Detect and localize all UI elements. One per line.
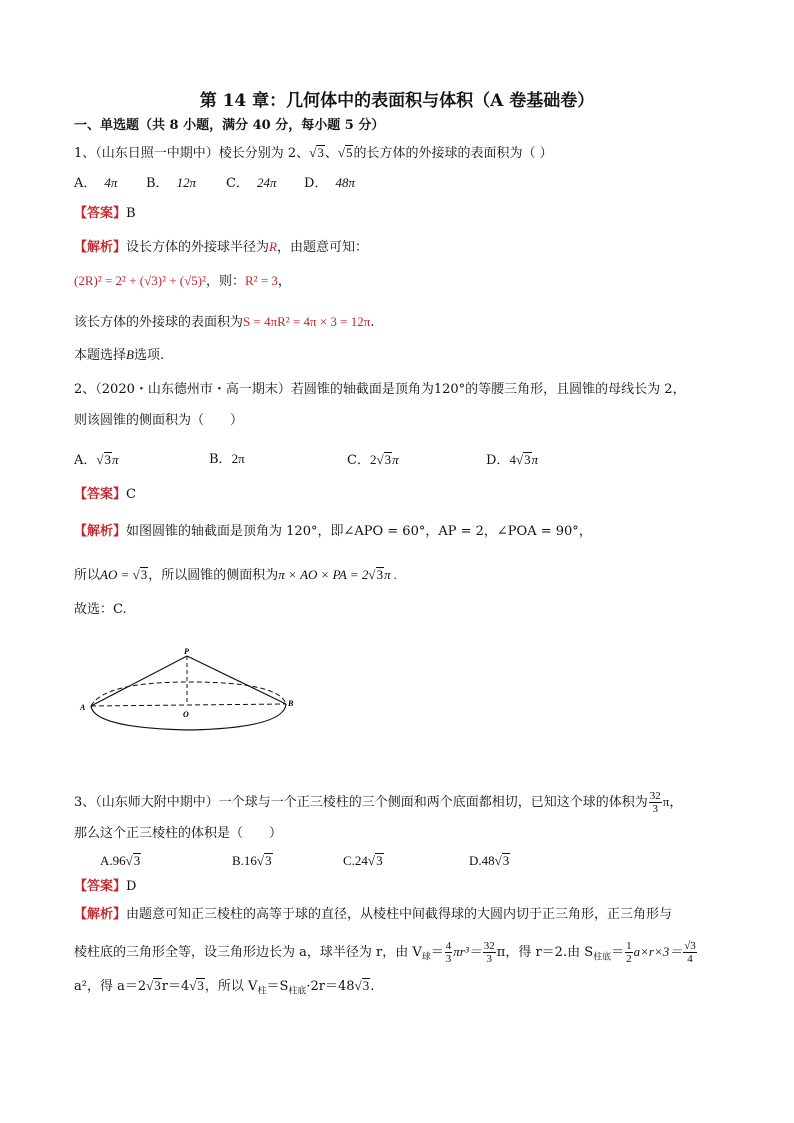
section-heading: 一、单选题（共 8 小题，满分 40 分，每小题 5 分） xyxy=(74,118,385,133)
q3-option-d: D.48√3 xyxy=(469,853,510,868)
document-title: 第 14 章：几何体中的表面积与体积（A 卷基础卷） xyxy=(199,91,595,111)
question-3-stem-line-1: 3、（山东师大附中期中）一个球与一个正三棱柱的三个侧面和两个底面都相切，已知这个球的体积为 $\frac{32}{3}$ π， xyxy=(74,790,683,815)
q1-analysis-line-1: 【解析】设长方体的外接球半径为R，由题意可知： xyxy=(74,239,368,255)
question-3-stem-line-2: 那么这个正三棱柱的体积是（ ） xyxy=(74,826,283,841)
q2-option-b: B．2π xyxy=(209,451,245,467)
label-b: B xyxy=(288,699,294,708)
cone-side-left xyxy=(91,656,187,706)
q3-answer: 【答案】D xyxy=(74,879,137,894)
q3-analysis-line-3: a²，得 a＝2√3r＝4√3，所以 $V_柱=S_{柱底}\cdot 2r=48√3$. xyxy=(74,978,375,997)
q3-option-c: C.24√3 xyxy=(343,853,383,868)
q2-option-a: A．√3π xyxy=(74,452,119,468)
q3-analysis-line-1: 【解析】由题意可知正三棱柱的高等于球的直径，从棱柱中间截得球的大圆内切于正三角形，正三角形与 xyxy=(74,907,673,922)
q1-analysis-line-3: 该长方体的外接球的表面积为S = 4πR² = 4π × 3 = 12π. xyxy=(74,314,375,330)
cone-base-back xyxy=(91,682,286,706)
q1-answer: 【答案】B xyxy=(74,206,136,221)
question-2-stem-line-1: 2、（2020・山东德州市・高一期末）若圆锥的轴截面是顶角为120°的等腰三角形，且圆锥的母线长为 2， xyxy=(74,382,686,397)
q2-analysis-line-3: 故选：C. xyxy=(74,602,127,617)
question-2-stem-line-2: 则该圆锥的侧面积为（ ） xyxy=(74,413,244,428)
q2-analysis-line-2: 所以AO = √3，所以圆锥的侧面积为π × AO × PA = 2√3π . xyxy=(74,567,398,583)
cone-figure xyxy=(74,642,304,742)
q1-option-b: B． 12π xyxy=(146,175,197,191)
q1-option-a: A． 4π xyxy=(74,175,118,191)
cone-side-right xyxy=(187,656,286,704)
q2-option-c: C．2√3π xyxy=(347,452,399,468)
label-p: P xyxy=(184,647,189,656)
q2-answer: 【答案】C xyxy=(74,487,136,502)
q3-option-b: B.16√3 xyxy=(232,853,272,868)
label-o: O xyxy=(183,710,189,719)
q1-option-c: C． 24π xyxy=(226,175,277,191)
cone-diameter xyxy=(91,704,286,706)
q1-option-d: D． 48π xyxy=(304,175,355,191)
q1-analysis-line-4: 本题选择B选项. xyxy=(74,347,165,363)
q2-analysis-line-1: 【解析】如图圆锥的轴截面是顶角为 120°，即∠APO = 60°，AP = 2，∠POA = 90°， xyxy=(74,524,592,539)
question-1-stem: 1、（山东日照一中期中）棱长分别为 2、√3、√5的长方体的外接球的表面积为（ ） xyxy=(74,145,553,161)
q3-analysis-line-2: 棱柱底的三角形全等，设三角形边长为 a，球半径为 r，由 $V_球=$ $\frac{4}{3}$ πr³＝ $\frac{32}{3}$ π，得 r＝2.由 $S_{柱底}=$ $\frac{1}{2}$ a×r×3＝ $\frac{√3}{4}$ xyxy=(74,940,696,965)
label-a: A xyxy=(80,703,86,712)
q2-option-d: D．4√3π xyxy=(486,452,539,468)
q1-analysis-line-2: (2R)² = 2² + (√3)² + (√5)²，则：R² = 3， xyxy=(74,273,291,289)
q3-option-a: A.96√3 xyxy=(100,853,141,868)
